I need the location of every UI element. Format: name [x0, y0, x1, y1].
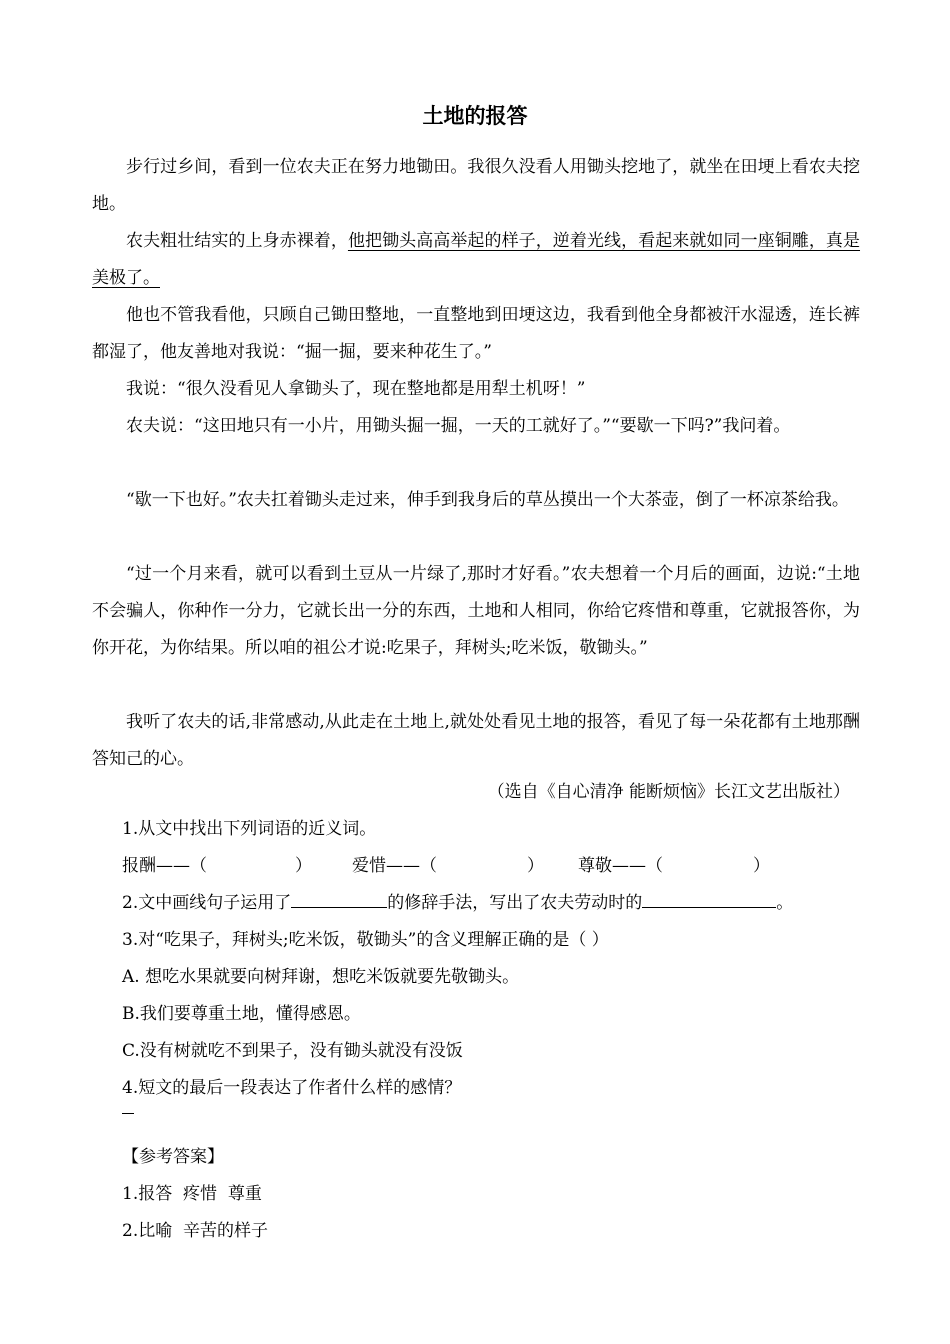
- word-1-label: 报酬——（: [122, 856, 207, 876]
- underlined-sentence: 他把锄头高高举起的样子，逆着光线，看起来就如同一座铜雕，真是美极了。: [92, 231, 861, 288]
- paragraph-1: 步行过乡间，看到一位农夫正在努力地锄田。我很久没看人用锄头挖地了，就坐在田埂上看农夫挖地。: [92, 157, 860, 214]
- word-2-label: 爱惜——（: [352, 856, 437, 876]
- word-3-close: ）: [753, 856, 770, 876]
- question-1: 1.从文中找出下列词语的近义词。: [122, 819, 377, 839]
- question-4: 4.短文的最后一段表达了作者什么样的感情？: [122, 1078, 462, 1098]
- paragraph-3: 他也不管我看他，只顾自己锄田整地，一直整地到田埂这边，我看到他全身都被汗水湿透，连长裤都湿了，他友善地对我说：“掘一掘，要来种花生了。”: [92, 305, 860, 362]
- paragraph-2: [92, 223, 860, 297]
- rhetoric-blank[interactable]: [291, 889, 387, 908]
- option-a: A. 想吃水果就要向树拜谢，想吃米饭就要先敬锄头。: [122, 967, 520, 987]
- question-2-part-a: 2.文中画线句子运用了: [122, 893, 292, 913]
- source-citation: （选自《自心清净 能断烦恼》长江文艺出版社）: [487, 782, 850, 802]
- question-2: [122, 885, 793, 922]
- question-2-part-c: 。: [776, 893, 794, 913]
- paragraph-6: “歇一下也好。”农夫扛着锄头走过来，伸手到我身后的草丛摸出一个大茶壶，倒了一杯凉茶给我。: [126, 490, 849, 510]
- word-2-close: ）: [527, 856, 544, 876]
- word-3-label: 尊敬——（: [578, 856, 663, 876]
- answer-line-stub: [122, 1113, 134, 1114]
- answer-heading: 【参考答案】: [122, 1147, 224, 1167]
- paragraph-4: 我说：“很久没看见人拿锄头了，现在整地都是用犁土机呀！”: [126, 379, 586, 399]
- word-1-close: ）: [295, 856, 312, 876]
- paragraph-7: “过一个月来看，就可以看到土豆从一片绿了,那时才好看。”农夫想着一个月后的画面，边说:“土地不会骗人，你种作一分力，它就长出一分的东西，土地和人相同，你给它疼惜和尊重，它就报答你，为你开花，为你结果。所以咱的祖公才说:吃果子，拜树头;吃米饭，敬锄头。”: [92, 564, 860, 658]
- option-c: C.没有树就吃不到果子，没有锄头就没有没饭: [122, 1041, 463, 1061]
- question-1-words: [122, 848, 770, 885]
- description-blank[interactable]: [642, 889, 776, 908]
- answer-1: 1.报答 疼惜 尊重: [122, 1184, 262, 1204]
- question-2-part-b: 的修辞手法，写出了农夫劳动时的: [387, 893, 643, 913]
- paragraph-8: 我听了农夫的话,非常感动,从此走在土地上,就处处看见土地的报答，看见了每一朵花都有土地那酬答知己的心。: [92, 712, 860, 769]
- page-title: 土地的报答: [422, 104, 528, 128]
- option-b: B.我们要尊重土地，懂得感恩。: [122, 1004, 361, 1024]
- question-3: 3.对“吃果子，拜树头;吃米饭，敬锄头”的含义理解正确的是（ ）: [122, 930, 609, 950]
- answer-2: 2.比喻 辛苦的样子: [122, 1221, 269, 1241]
- paragraph-2-text: 农夫粗壮结实的上身赤裸着，: [126, 231, 348, 251]
- paragraph-5: 农夫说：“这田地只有一小片，用锄头掘一掘，一天的工就好了。”“要歇一下吗?”我问着。: [126, 416, 791, 436]
